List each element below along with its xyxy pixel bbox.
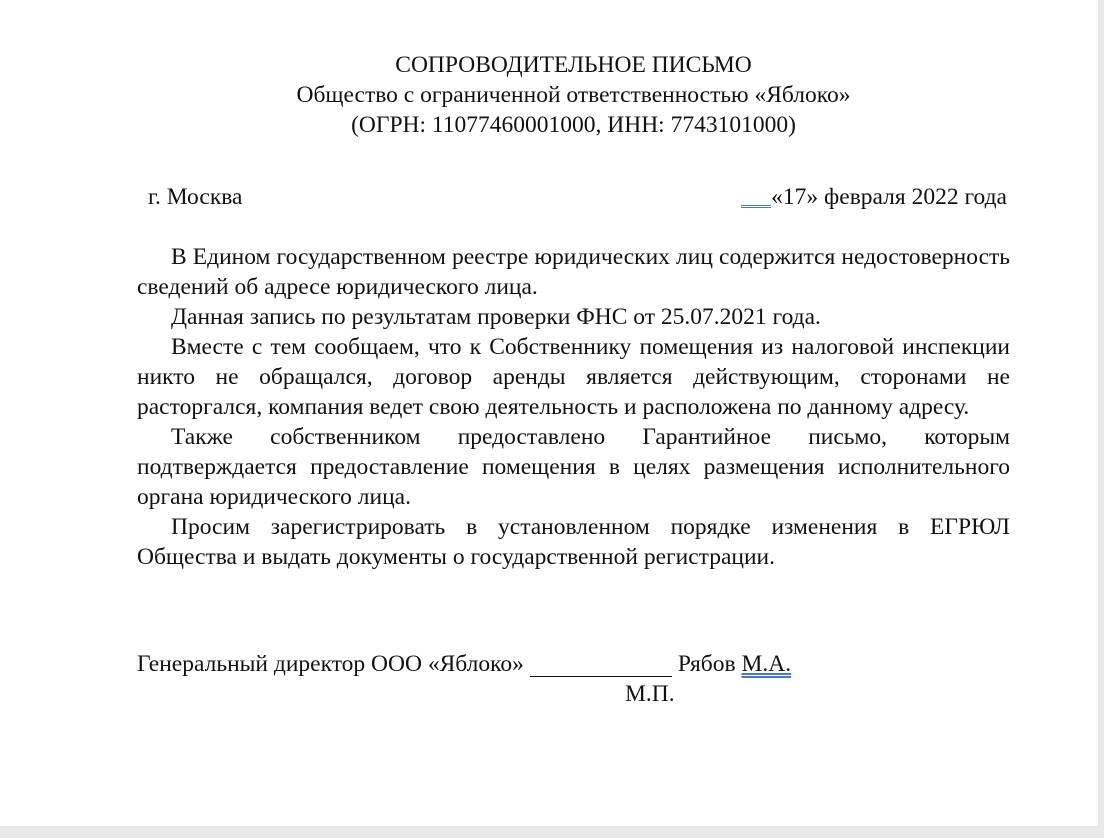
signer-position: Генеральный директор ООО «Яблоко»	[137, 651, 524, 677]
letter-header	[0, 50, 1104, 140]
letter-date: «17» февраля 2022 года	[771, 184, 1007, 210]
letter-title: СОПРОВОДИТЕЛЬНОЕ ПИСЬМО	[395, 52, 752, 78]
signer-surname: Рябов	[677, 651, 736, 677]
paragraph: Просим зарегистрировать в установленном порядке изменения в ЕГРЮЛ Общества и выдать документы о государственной регистрации.	[137, 514, 1010, 570]
signature-block	[137, 649, 791, 679]
paragraph: Данная запись по результатам проверки ФНС от 25.07.2021 года.	[171, 304, 821, 330]
paragraph: Вместе с тем сообщаем, что к Собственнику помещения из налоговой инспекции никто не обращался, договор аренды является действующим, сторонами не расторгался, компания ведет свою деятельность и расположена по данному адресу.	[137, 334, 1010, 420]
city: г. Москва	[148, 184, 243, 210]
letter-date-line	[741, 182, 1007, 212]
letter-body	[137, 242, 1010, 572]
company-registration: (ОГРН: 11077460001000, ИНН: 7743101000)	[351, 112, 796, 138]
company-name: Общество с ограниченной ответственностью «Яблоко»	[296, 82, 851, 108]
paragraph: В Едином государственном реестре юридических лиц содержится недостоверность сведений об адресе юридического лица.	[137, 244, 1010, 300]
date-blank-line	[741, 183, 771, 208]
signature-line	[530, 654, 672, 677]
seal-placeholder: М.П.	[625, 681, 675, 707]
signer-initials: М.А.	[741, 651, 792, 677]
paragraph: Также собственником предоставлено Гарантийное письмо, которым подтверждается предоставление помещения в целях размещения исполнительного органа юридического лица.	[137, 424, 1010, 510]
